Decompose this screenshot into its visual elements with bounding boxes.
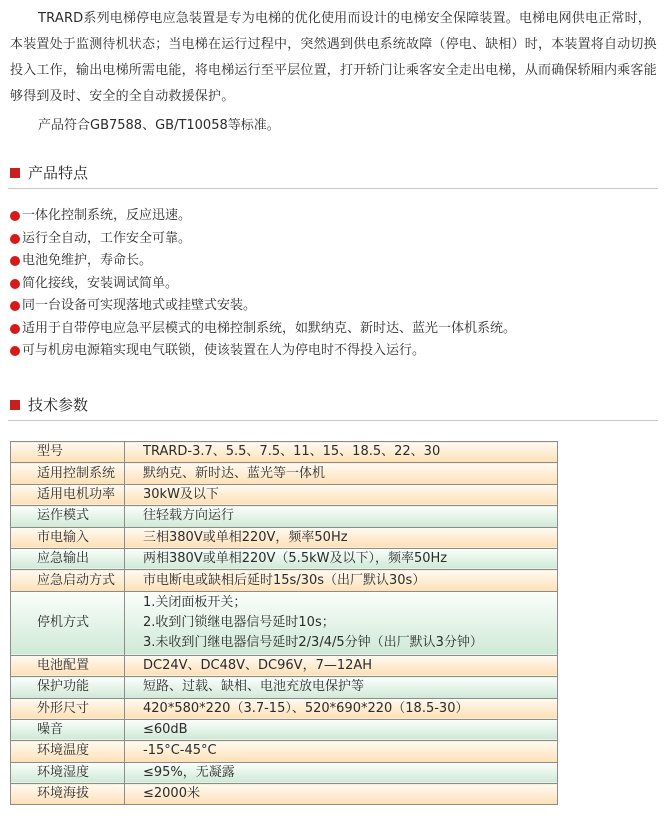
params-heading	[8, 394, 658, 421]
spec-value-line: 2.收到门锁继电器信号延时10s；	[143, 615, 335, 631]
spec-value	[125, 741, 558, 762]
spec-key: 市电输入	[11, 527, 125, 548]
spec-key: 停机方式	[11, 591, 125, 655]
params-title: 技术参数	[28, 396, 89, 414]
feature-item	[10, 205, 516, 228]
spec-row	[11, 762, 558, 783]
spec-row	[11, 677, 558, 698]
spec-key: 外形尺寸	[11, 698, 125, 719]
spec-row	[11, 591, 558, 655]
spec-key: 保护功能	[11, 677, 125, 698]
spec-key: 型号	[11, 442, 125, 463]
spec-key: 适用控制系统	[11, 463, 125, 484]
spec-value	[125, 698, 558, 719]
features-title: 产品特点	[28, 164, 89, 182]
spec-value-line: 两相380V或单相220V（5.5kW及以下），频率50Hz	[143, 551, 448, 567]
spec-value-line: 三相380V或单相220V，频率50Hz	[143, 529, 348, 545]
red-dot-icon	[10, 234, 20, 244]
spec-value	[125, 527, 558, 548]
spec-value-line: 420*580*220（3.7-15）、520*690*220（18.5-30）	[143, 700, 469, 716]
spec-row	[11, 698, 558, 719]
spec-value	[125, 442, 558, 463]
spec-value	[125, 548, 558, 569]
feature-item	[10, 318, 516, 341]
spec-row	[11, 548, 558, 569]
spec-key: 环境海拔	[11, 784, 125, 805]
spec-value	[125, 591, 558, 655]
red-dot-icon	[10, 301, 20, 311]
spec-value-line: 默纳克、新时达、蓝光等一体机	[143, 465, 326, 481]
square-bullet-icon	[10, 400, 20, 410]
spec-value-line: 往轻载方向运行	[143, 508, 235, 524]
spec-value-line: 3.未收到门继电器信号延时2/3/4/5分钟（出厂默认3分钟）	[143, 635, 483, 651]
spec-value-line: 市电断电或缺相后延时15s/30s（出厂默认30s）	[143, 572, 426, 588]
spec-key: 适用电机功率	[11, 484, 125, 505]
spec-value	[125, 570, 558, 591]
spec-table	[10, 441, 558, 805]
spec-key: 应急输出	[11, 548, 125, 569]
spec-row	[11, 570, 558, 591]
intro-section	[10, 6, 662, 110]
feature-text: 同一台设备可实现落地式或挂壁式安装。	[22, 298, 257, 313]
spec-row	[11, 463, 558, 484]
feature-item	[10, 273, 516, 296]
feature-item	[10, 295, 516, 318]
spec-row	[11, 506, 558, 527]
spec-key: 应急启动方式	[11, 570, 125, 591]
standard-text: 产品符合GB7588、GB/T10058等标准。	[38, 118, 280, 133]
red-dot-icon	[10, 346, 20, 356]
spec-value-line: 30kW及以下	[143, 486, 219, 502]
spec-key: 环境湿度	[11, 762, 125, 783]
feature-text: 适用于自带停电应急平层模式的电梯控制系统，如默纳克、新时达、蓝光一体机系统。	[22, 320, 517, 336]
spec-row	[11, 442, 558, 463]
spec-row	[11, 484, 558, 505]
feature-item	[10, 340, 516, 363]
feature-text: 电池免维护，寿命长。	[22, 253, 153, 268]
spec-value-line: ≤95%，无凝露	[143, 764, 235, 780]
spec-value	[125, 506, 558, 527]
red-dot-icon	[10, 279, 20, 289]
spec-value-line: 1.关闭面板开关；	[143, 595, 247, 611]
spec-value	[125, 784, 558, 805]
feature-item	[10, 228, 516, 251]
spec-value	[125, 762, 558, 783]
spec-row	[11, 527, 558, 548]
spec-value	[125, 719, 558, 740]
feature-text: 简化接线，安装调试简单。	[22, 275, 179, 291]
spec-key: 环境温度	[11, 741, 125, 762]
spec-key: 电池配置	[11, 655, 125, 676]
spec-row	[11, 741, 558, 762]
spec-row	[11, 655, 558, 676]
red-dot-icon	[10, 324, 20, 334]
spec-key: 运作模式	[11, 506, 125, 527]
red-dot-icon	[10, 256, 20, 266]
spec-value-line: DC24V、DC48V、DC96V，7—12AH	[143, 657, 373, 673]
feature-item	[10, 250, 516, 273]
spec-value-line: ≤2000米	[143, 786, 200, 802]
spec-value	[125, 484, 558, 505]
spec-value-line: TRARD-3.7、5.5、7.5、11、15、18.5、22、30	[143, 444, 441, 460]
spec-row	[11, 784, 558, 805]
feature-text: 一体化控制系统，反应迅速。	[22, 208, 192, 223]
feature-text: 运行全自动，工作安全可靠。	[22, 230, 192, 246]
spec-value	[125, 655, 558, 676]
spec-value	[125, 677, 558, 698]
intro-paragraph: TRARD系列电梯停电应急装置是专为电梯的优化使用而设计的电梯安全保障装置。电梯电网供电正常时，本装置处于监测待机状态；当电梯在运行过程中，突然遇到供电系统故障（停电、缺相）时，本装置将自动切换投入工作，输出电梯所需电能，将电梯运行至平层位置，打开轿门让乘客安全走出电梯，从而确保轿厢内乘客能够得到及时、安全的全自动救援保护。	[10, 11, 657, 104]
spec-row	[11, 719, 558, 740]
feature-list	[10, 205, 516, 363]
spec-value	[125, 463, 558, 484]
spec-value-line: 短路、过载、缺相、电池充放电保护等	[143, 679, 365, 695]
feature-text: 可与机房电源箱实现电气联锁，使该装置在人为停电时不得投入运行。	[22, 343, 426, 358]
features-heading	[8, 162, 658, 189]
red-dot-icon	[10, 211, 20, 221]
square-bullet-icon	[10, 168, 20, 178]
spec-value-line: -15°C-45°C	[143, 743, 217, 759]
spec-key: 噪音	[11, 719, 125, 740]
spec-value-line: ≤60dB	[143, 722, 188, 738]
